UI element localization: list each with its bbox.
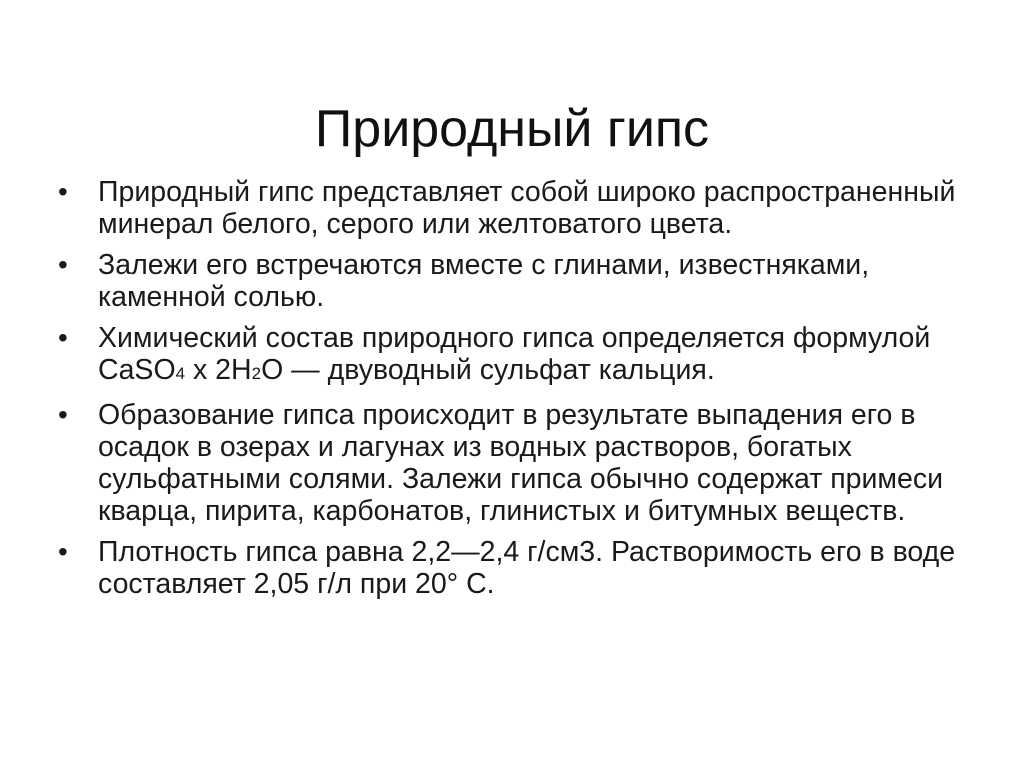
bullet-icon: • [58,399,68,430]
bullet-item-description [58,176,978,240]
formula-subscript: 4 [175,364,186,383]
bullet-text-part: x 2H [185,354,252,386]
slide-title: Природный гипс [314,99,710,158]
bullet-item-density [58,536,978,600]
bullet-icon: • [58,249,68,280]
bullet-item-composition [58,322,978,390]
bullet-icon: • [58,536,68,567]
bullet-text: Плотность гипса равна 2,2—2,4 г/см3. Растворимость его в воде составляет 2,05 г/л при 20° С. [98,536,956,600]
bullet-item-deposits [58,249,978,313]
bullet-text-part: Химический состав природного гипса определяется формулой CaSO [98,322,931,386]
formula-subscript: 2 [251,364,262,383]
bullet-text: Образование гипса происходит в результате выпадения его в осадок в озерах и лагунах из водных растворов, богатых сульфатными солями. Залежи гипса обычно содержат примеси кварца, пирита, карбонатов, глинистых и битумных веществ. [98,399,944,527]
bullet-icon: • [58,176,68,207]
bullet-text-part: O — двуводный сульфат кальция. [261,354,715,386]
bullet-item-formation [58,399,978,527]
bullet-text: Залежи его встречаются вместе с глинами, известняками, каменной солью. [98,249,870,313]
bullet-text: Природный гипс представляет собой широко распространенный минерал белого, серого или желтоватого цвета. [98,176,956,240]
bullet-list [58,176,978,609]
bullet-icon: • [58,322,68,353]
